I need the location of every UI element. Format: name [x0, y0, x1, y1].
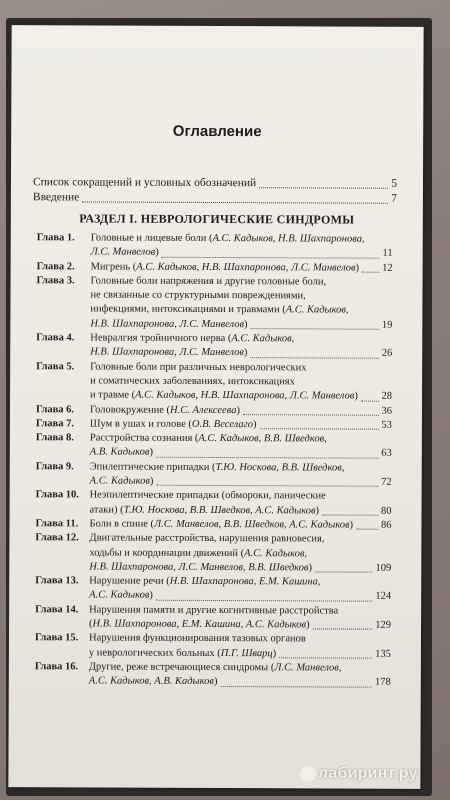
chapter-authors: Л.С. Манвелов: [90, 246, 156, 259]
chapter-page: 12: [382, 262, 393, 274]
chapter-label: Глава 9.: [35, 460, 74, 473]
chapter-entry: [35, 531, 391, 575]
chapter-page: 36: [381, 405, 393, 417]
leader-dots: [156, 456, 378, 458]
chapter-title-text: ): [243, 347, 248, 359]
chapter-label: Глава 4.: [36, 332, 75, 344]
chapter-line: [89, 646, 391, 662]
chapter-title-text: у неврологических больных (: [88, 647, 221, 659]
chapter-authors: А.В. Кадыков: [89, 446, 150, 459]
chapter-page: 63: [381, 448, 392, 460]
chapter-line: [89, 517, 391, 533]
chapter-title-text: Головокружение (: [89, 404, 171, 416]
chapter-line: [89, 560, 391, 576]
chapter-title-text: Нарушения функционирования тазовых органов: [88, 632, 306, 645]
chapter-text: [90, 303, 348, 318]
chapter-title-text: ): [236, 404, 240, 416]
chapter-body: [90, 274, 392, 333]
entry-title: Список сокращений и условных обозначений: [32, 176, 257, 190]
leader-dots: [322, 514, 378, 515]
chapter-line: [90, 374, 392, 390]
chapter-text: [89, 589, 153, 604]
chapter-title-text: Другие, реже встречающиеся синдромы (: [88, 661, 275, 674]
chapter-body: [90, 489, 392, 519]
chapter-line: [90, 360, 392, 376]
chapter-line: [89, 617, 391, 633]
front-matter-list: [33, 175, 397, 207]
leader-dots: [220, 686, 372, 688]
chapter-text: [90, 460, 345, 475]
chapter-title-text: Шум в ушах и голове (: [89, 418, 192, 430]
chapter-title-text: ): [315, 505, 320, 517]
chapter-line: [90, 417, 392, 433]
chapter-title-text: Головные боли напряжения и другие головные боли,: [90, 275, 327, 288]
chapter-entry: [35, 603, 391, 633]
chapter-text: [89, 575, 320, 590]
chapter-body: [90, 360, 392, 404]
chapter-line: [90, 303, 392, 319]
chapter-text: [90, 489, 326, 504]
chapter-body: [91, 260, 393, 276]
chapter-page: 129: [375, 619, 392, 631]
chapter-text: [89, 603, 338, 618]
leader-dots: [250, 357, 378, 359]
chapter-page: 124: [375, 591, 392, 603]
leader-dots: [251, 328, 379, 330]
chapter-title-text: ): [149, 447, 153, 459]
chapter-title-text: ): [155, 247, 159, 259]
chapter-line: [90, 503, 392, 519]
chapter-line: [89, 575, 391, 591]
chapter-title-text: и травме (: [90, 389, 136, 401]
chapter-title-text: не связанные со структурными повреждениями,: [90, 289, 306, 302]
chapter-authors: Н.В. Шахпаронова, Л.С. Манвелов, В.В. Шведков: [89, 561, 309, 574]
leader-dots: [82, 201, 388, 203]
chapter-body: [90, 432, 392, 462]
chapter-authors: А.С. Кадыков,: [231, 333, 295, 345]
section-title: РАЗДЕЛ I. НЕВРОЛОГИЧЕСКИЕ СИНДРОМЫ: [79, 211, 355, 227]
leader-dots: [156, 599, 372, 601]
chapter-label: Глава 16.: [34, 661, 79, 673]
chapter-line: [91, 231, 393, 247]
leader-dots: [362, 272, 379, 273]
chapter-title-text: и соматических заболеваниях, интоксикациях: [90, 375, 295, 388]
chapter-page: 53: [381, 419, 392, 431]
chapter-authors: Т.Ю. Носкова, В.В. Шведков,: [215, 461, 345, 474]
chapter-entry: [36, 417, 392, 433]
chapter-label: Глава 8.: [35, 432, 74, 444]
chapter-authors: А.С. Кадыков, Н.В. Шахпаронова, Л.С. Манвелов: [136, 261, 356, 274]
chapter-authors: П.Г. Шварц: [220, 647, 273, 659]
chapter-label: Глава 12.: [35, 532, 79, 544]
chapter-authors: Л.С. Манвелов, В.В. Шведков, А.С. Кадыков: [153, 518, 350, 531]
leader-dots: [156, 485, 378, 487]
chapter-authors: А.С. Кадыков, В.В. Шведков,: [198, 433, 327, 445]
chapter-title-text: Головные и лицевые боли (: [90, 232, 213, 244]
chapter-text: [89, 660, 342, 675]
entry-title: Введение: [32, 191, 80, 204]
chapter-entry: [37, 260, 393, 276]
chapter-label: Глава 3.: [36, 275, 75, 287]
chapter-title-text: ): [349, 519, 354, 531]
chapter-text: [90, 432, 327, 447]
chapter-text: [90, 446, 153, 461]
chapter-title-text: Боли в спине (: [89, 518, 155, 530]
chapter-text: [91, 274, 327, 289]
chapter-authors: А.С. Кадыков, Н.В. Шахпаронова,: [212, 232, 365, 245]
chapter-authors: Н.В. Шахпаронова, Е.М. Кашина, А.С. Кадыков: [92, 618, 307, 631]
chapter-line: [90, 460, 392, 476]
chapter-line: [90, 289, 392, 305]
leader-dots: [315, 572, 373, 573]
chapter-title-text: (: [89, 618, 93, 630]
chapter-text: [90, 417, 257, 432]
chapter-text: [89, 546, 307, 561]
chapter-authors: А.С. Кадыков,: [244, 547, 308, 559]
chapter-page: 26: [381, 348, 393, 360]
chapter-line: [90, 403, 392, 419]
leader-dots: [313, 629, 373, 630]
chapter-body: [89, 603, 391, 633]
chapter-text: [90, 503, 320, 518]
chapter-line: [90, 474, 392, 490]
chapter-body: [90, 460, 392, 490]
front-entry: [33, 175, 397, 192]
chapter-title-text: Невралгия тройничного нерва (: [90, 332, 232, 345]
chapter-text: [91, 260, 359, 275]
chapter-text: [90, 317, 247, 332]
chapter-label: Глава 13.: [35, 575, 79, 587]
chapter-title-text: Нарушение речи (: [89, 575, 170, 587]
chapter-entry: [35, 517, 391, 533]
chapter-line: [90, 432, 392, 448]
chapter-authors: Н.С. Алексеева: [169, 404, 237, 416]
chapter-text: [90, 332, 294, 347]
chapter-label: Глава 15.: [34, 632, 79, 644]
chapter-title-text: ): [149, 475, 154, 487]
chapter-label: Глава 7.: [35, 418, 75, 430]
leader-dots: [243, 414, 379, 416]
chapter-text: [89, 675, 218, 690]
chapter-title-text: ): [355, 262, 360, 274]
chapter-body: [91, 231, 393, 261]
chapter-label: Глава 11.: [35, 518, 79, 530]
chapter-title-text: ): [272, 647, 277, 659]
chapter-line: [89, 532, 391, 548]
chapter-text: [89, 532, 324, 547]
chapter-text: [90, 474, 154, 489]
leader-dots: [259, 187, 388, 189]
chapter-list: [35, 231, 393, 690]
chapter-text: [89, 560, 312, 575]
chapter-text: [90, 360, 306, 375]
chapter-text: [91, 246, 159, 261]
chapter-text: [90, 374, 295, 389]
chapter-body: [89, 517, 391, 533]
entry-page: 5: [391, 177, 398, 190]
chapter-entry: [36, 331, 392, 361]
chapter-label: Глава 14.: [35, 603, 79, 616]
chapter-authors: А.С. Кадыков,: [285, 304, 349, 317]
chapter-title-text: атаки) (: [89, 504, 124, 516]
chapter-authors: Т.Ю. Носкова, В.В. Шведков, А.С. Кадыков: [123, 504, 316, 517]
chapter-line: [91, 260, 393, 276]
chapter-title-text: Мигрень (: [90, 261, 137, 273]
chapter-authors: А.С. Кадыков: [89, 475, 150, 487]
leader-dots: [361, 400, 379, 401]
leader-dots: [259, 428, 378, 430]
chapter-body: [89, 532, 391, 576]
book-page: [8, 25, 423, 789]
chapter-title-text: ): [213, 676, 218, 688]
chapter-title-text: Двигательные расстройства, нарушения равновесия,: [89, 532, 325, 545]
chapter-page: 72: [381, 476, 392, 488]
chapter-line: [89, 660, 391, 676]
chapter-body: [90, 403, 392, 419]
chapter-entry: [36, 460, 392, 490]
chapter-label: Глава 2.: [36, 260, 75, 272]
chapter-text: [90, 403, 240, 418]
chapter-page: 86: [380, 519, 392, 531]
chapter-text: [91, 231, 365, 246]
chapter-title-text: ): [252, 419, 257, 431]
chapter-authors: А.С. Кадыков, А.В. Кадыков: [88, 675, 215, 688]
chapter-line: [90, 332, 392, 348]
chapter-authors: Н.В. Шахпаронова, Л.С. Манвелов: [90, 346, 244, 359]
chapter-entry: [36, 431, 392, 461]
chapter-title-text: Нарушения памяти и другие когнитивные расстройства: [89, 604, 339, 617]
chapter-page: 19: [381, 319, 393, 331]
chapter-title-text: ): [149, 590, 153, 602]
chapter-authors: А.С. Кадыков: [89, 589, 150, 602]
chapter-entry: [36, 360, 392, 404]
chapter-line: [89, 632, 391, 648]
chapter-line: [90, 489, 392, 505]
chapter-line: [90, 317, 392, 333]
chapter-entry: [35, 632, 391, 662]
chapter-title-text: ): [308, 562, 313, 574]
chapter-line: [89, 546, 391, 562]
chapter-line: [89, 603, 391, 619]
chapter-authors: Н.В. Шахпаронова, Л.С. Манвелов: [90, 318, 245, 330]
chapter-entry: [35, 574, 391, 604]
chapter-line: [90, 446, 392, 462]
chapter-body: [89, 660, 391, 690]
chapter-text: [89, 646, 276, 661]
chapter-title-text: инфекциями, интоксикациями и травмами (: [90, 303, 286, 316]
leader-dots: [279, 657, 372, 658]
chapter-label: Глава 1.: [36, 232, 75, 244]
chapter-authors: А.С. Кадыков, Н.В. Шахпаронова, Л.С. Манвелов: [135, 389, 355, 402]
chapter-line: [91, 274, 393, 290]
chapter-line: [90, 389, 392, 405]
chapter-title-text: Эпилептические припадки (: [89, 461, 216, 473]
chapter-text: [89, 632, 306, 647]
chapter-title-text: Головные боли при различных неврологических: [90, 361, 307, 374]
chapter-line: [89, 675, 391, 691]
chapter-entry: [36, 274, 392, 333]
leader-dots: [356, 529, 378, 530]
chapter-body: [89, 632, 391, 662]
chapter-text: [89, 517, 353, 532]
watermark: лабиринт.ру: [318, 765, 418, 782]
chapter-body: [90, 332, 392, 362]
chapter-title-text: ): [244, 318, 248, 330]
chapter-title-text: ): [354, 390, 358, 402]
front-entry: [33, 190, 397, 207]
chapter-entry: [35, 660, 391, 690]
chapter-page: 28: [381, 390, 393, 403]
chapter-page: 178: [375, 676, 391, 688]
chapter-line: [89, 589, 391, 605]
entry-page: 7: [391, 192, 397, 205]
chapter-text: [90, 389, 358, 404]
chapter-line: [90, 346, 392, 362]
chapter-authors: Н.В. Шахпаронова, Е.М. Кашина,: [169, 575, 321, 588]
chapter-title-text: Неэпилептические припадки (обмороки, панические: [89, 489, 326, 502]
chapter-entry: [37, 231, 393, 261]
chapter-page: 80: [381, 505, 392, 517]
chapter-label: Глава 10.: [35, 489, 79, 501]
chapter-page: 135: [375, 648, 391, 660]
chapter-text: [90, 346, 247, 361]
chapter-title-text: ): [306, 619, 310, 631]
chapter-body: [89, 575, 391, 605]
chapter-authors: Л.С. Манвелов,: [274, 662, 342, 674]
chapter-entry: [36, 489, 392, 519]
page-title: Оглавление: [172, 122, 262, 141]
chapter-title-text: Расстройства сознания (: [89, 432, 199, 445]
chapter-entry: [36, 403, 392, 419]
chapter-body: [90, 417, 392, 433]
chapter-page: 11: [382, 248, 393, 260]
chapter-text: [89, 617, 310, 632]
chapter-page: 109: [375, 562, 392, 574]
chapter-text: [90, 289, 305, 304]
chapter-title-text: ходьбы и координации движений (: [89, 546, 245, 559]
labirint-logo-icon: [300, 766, 316, 782]
chapter-label: Глава 6.: [35, 403, 75, 415]
leader-dots: [162, 256, 380, 258]
chapter-authors: О.В. Веселаго: [191, 418, 253, 431]
chapter-line: [91, 246, 393, 262]
chapter-label: Глава 5.: [36, 360, 75, 373]
